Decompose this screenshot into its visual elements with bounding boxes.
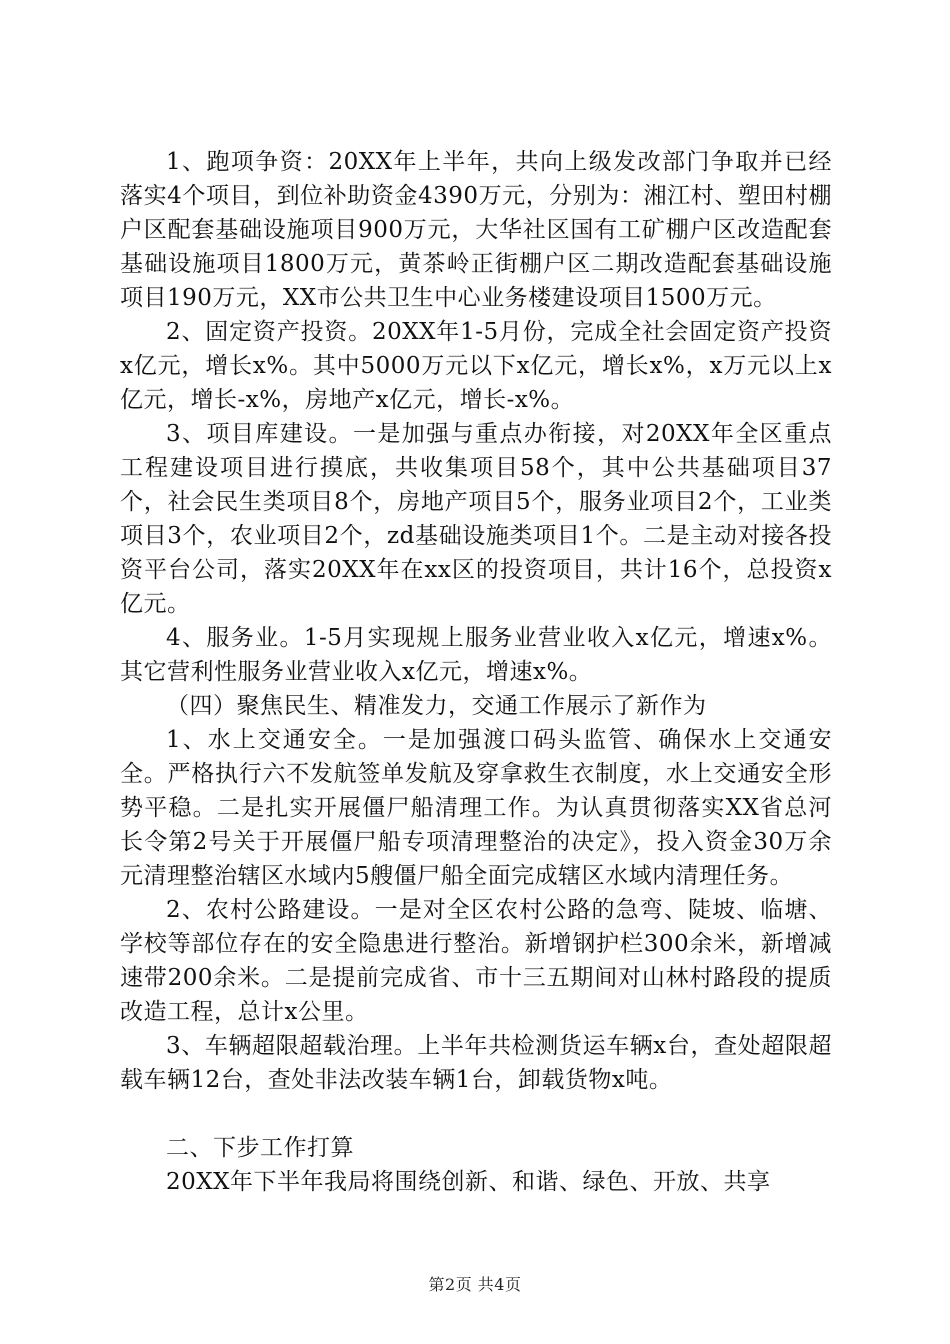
paragraph-rural-road-construction: 2、农村公路建设。一是对全区农村公路的急弯、陡坡、临塘、学校等部位存在的安全隐患进行整治。新增钢护栏300余米，新增减速带200余米。二是提前完成省、市十三五期间对山林村路段的提质改造工程，总计x公里。 xyxy=(120,897,832,1025)
page-number-footer: 第2页 共4页 xyxy=(428,1275,522,1294)
paragraph-water-traffic-safety: 1、水上交通安全。一是加强渡口码头监管、确保水上交通安全。严格执行六不发航签单发航及穿拿救生衣制度，水上交通安全形势平稳。二是扎实开展僵尸船清理工作。为认真贯彻落实XX省总河长令第2号关于开展僵尸船专项清理整治的决定》，投入资金30万余元清理整治辖区水域内5艘僵尸船全面完成辖区水域内清理任务。 xyxy=(120,727,832,889)
document-body xyxy=(120,145,832,1199)
subsection-heading-transport: （四）聚焦民生、精准发力，交通工作展示了新作为 xyxy=(166,693,707,719)
section-heading-next-steps: 二、下步工作打算 xyxy=(166,1135,354,1161)
paragraph-service-industry: 4、服务业。1-5月实现规上服务业营业收入x亿元，增速x%。其它营利性服务业营业收入x亿元，增速x%。 xyxy=(120,625,832,685)
paragraph-fundraising: 1、跑项争资：20XX年上半年，共向上级发改部门争取并已经落实4个项目，到位补助资金4390万元，分别为：湘江村、塑田村棚户区配套基础设施项目900万元，大华社区国有工矿棚户区改造配套基础设施项目1800万元，黄茶岭正街棚户区二期改造配套基础设施项目190万元，XX市公共卫生中心业务楼建设项目1500万元。 xyxy=(120,149,832,311)
paragraph-closing: 20XX年下半年我局将围绕创新、和谐、绿色、开放、共享 xyxy=(166,1169,771,1195)
paragraph-overload-control: 3、车辆超限超载治理。上半年共检测货运车辆x台，查处超限超载车辆12台，查处非法改装车辆1台，卸载货物x吨。 xyxy=(120,1033,832,1093)
paragraph-project-library: 3、项目库建设。一是加强与重点办衔接，对20XX年全区重点工程建设项目进行摸底，共收集项目58个，其中公共基础项目37个，社会民生类项目8个，房地产项目5个，服务业项目2个，工业类项目3个，农业项目2个，zd基础设施类项目1个。二是主动对接各投资平台公司，落实20XX年在xx区的投资项目，共计16个，总投资x亿元。 xyxy=(120,421,832,617)
paragraph-fixed-asset-investment: 2、固定资产投资。20XX年1-5月份，完成全社会固定资产投资x亿元，增长x%。其中5000万元以下x亿元，增长x%，x万元以上x亿元，增长-x%，房地产x亿元，增长-x%。 xyxy=(120,319,832,413)
